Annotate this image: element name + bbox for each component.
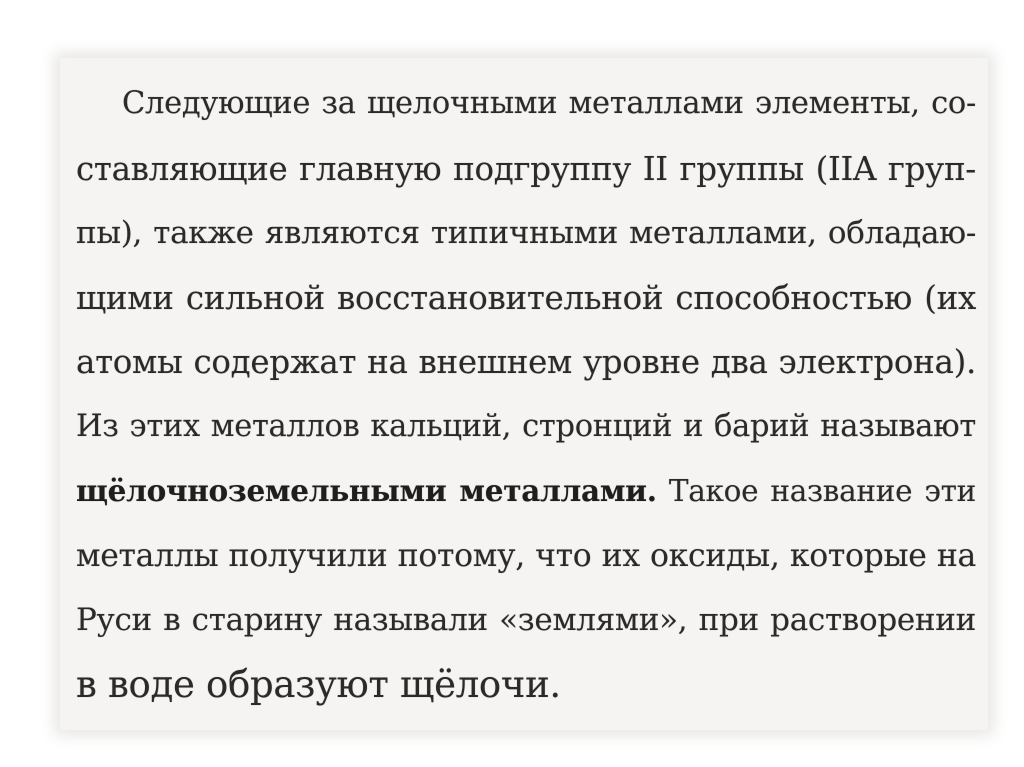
text-line-5: атомы содержат на внешнем уровне два электрона). <box>76 343 976 381</box>
text-line-3: пы), также являются типичными металлами, обладаю- <box>76 215 976 251</box>
text-line-9: Руси в старину называли «землями», при растворении <box>76 602 976 638</box>
text-line-8: металлы получили потому, что их оксиды, которые на <box>76 537 976 574</box>
paragraph <box>76 72 976 717</box>
bold-term: щёлочноземельными металлами. <box>76 473 657 508</box>
text-line-4: щими сильной восстановительной способностью (их <box>76 278 976 317</box>
text-line-7-rest: Такое название эти <box>668 474 977 508</box>
text-line-10: в воде образуют щёлочи. <box>76 662 561 706</box>
text-line-2: ставляющие главную подгруппу II группы (IIA груп- <box>76 149 976 188</box>
text-line-7 <box>76 459 976 524</box>
text-line-6: Из этих металлов кальций, стронций и барий называют <box>76 408 976 444</box>
text-line-1: Следующие за щелочными металлами элементы, со- <box>122 86 976 121</box>
